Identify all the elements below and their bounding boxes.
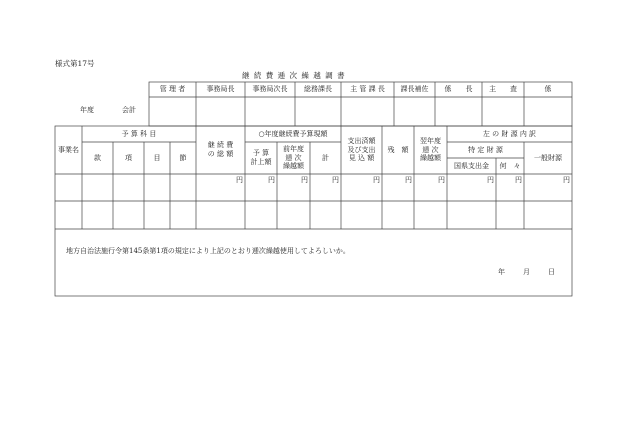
yen-unit: 円 xyxy=(438,175,445,184)
budgeted-header: 予 算 計上額 xyxy=(250,149,272,166)
stamp-slot-section-chief[interactable] xyxy=(341,97,394,126)
approval-header-section-chief: 主 管 課 長 xyxy=(350,85,385,94)
date-year-label: 年 xyxy=(498,268,505,276)
yen-unit: 円 xyxy=(236,175,243,184)
general-funds-header: 一般財源 xyxy=(534,153,562,162)
budget-col-moku: 目 xyxy=(153,153,161,162)
national-pref-header: 国県支出金 xyxy=(454,161,489,170)
balance-header: 残 額 xyxy=(387,145,409,154)
yen-unit: 円 xyxy=(332,175,339,184)
date-month-label: 月 xyxy=(523,268,530,276)
yen-unit: 円 xyxy=(487,175,494,184)
approval-header-manager: 管 理 者 xyxy=(159,85,186,94)
total-amount-header: 継 続 費 の 総 額 xyxy=(207,141,234,158)
stamp-slot-unit-chief[interactable] xyxy=(435,97,482,126)
yen-unit: 円 xyxy=(373,175,380,184)
stamp-slot-staff[interactable] xyxy=(524,97,572,126)
approval-header-staff: 係 xyxy=(544,85,552,94)
stamp-slot-general-affairs-chief[interactable] xyxy=(295,97,341,126)
other-header: 何 々 xyxy=(499,161,521,170)
sum-header: 計 xyxy=(322,153,329,162)
approval-header-deputy-secretary: 事務局次長 xyxy=(252,85,288,94)
budget-col-setsu: 節 xyxy=(179,153,187,162)
stamp-slot-assistant-chief[interactable] xyxy=(394,97,435,126)
next-carry-header: 翌年度 逓 次 繰越額 xyxy=(420,136,441,163)
yen-unit: 円 xyxy=(563,175,570,184)
approval-header-inspector: 主 査 xyxy=(489,85,517,94)
table-row[interactable] xyxy=(55,201,572,229)
document-title: 継 続 費 逓 次 繰 越 調 書 xyxy=(242,71,346,80)
yen-unit: 円 xyxy=(301,175,308,184)
year-label: 年度 xyxy=(80,106,94,114)
budget-subject-header: 予 算 科 目 xyxy=(121,129,157,138)
approval-header-unit-chief: 係 長 xyxy=(444,85,473,94)
approval-header-general-affairs-chief: 総務課長 xyxy=(304,85,332,94)
form-number: 様式第17号 xyxy=(55,59,95,68)
budget-col-kou: 項 xyxy=(125,153,132,162)
yen-unit: 円 xyxy=(515,175,522,184)
account-label: 会計 xyxy=(122,106,136,114)
budget-col-kan: 款 xyxy=(94,153,101,162)
year-budget-header: ○年度継続費予算現額 xyxy=(258,129,328,138)
stamp-slot-deputy-secretary[interactable] xyxy=(245,97,295,126)
expenditure-header: 支出済額 及び支出 見 込 額 xyxy=(347,136,376,163)
table-row[interactable] xyxy=(55,174,572,201)
approval-header-secretary-general: 事務局長 xyxy=(206,85,235,94)
carried-prev-header: 前年度 逓 次 繰越額 xyxy=(283,144,304,171)
date-day-label: 日 xyxy=(548,268,555,276)
funding-breakdown-header: 左 の 財 源 内 訳 xyxy=(482,129,537,138)
stamp-slot-manager[interactable] xyxy=(149,97,196,126)
yen-unit: 円 xyxy=(268,175,275,184)
yen-unit: 円 xyxy=(405,175,412,184)
approval-header-assistant-chief: 課長補佐 xyxy=(400,85,429,94)
stamp-slot-inspector[interactable] xyxy=(482,97,524,126)
stamp-slot-secretary-general[interactable] xyxy=(196,97,245,126)
approval-request-text: 地方自治法施行令第145条第1項の規定により上記のとおり逓次繰越使用してよろしいか。 xyxy=(66,247,350,255)
specific-funds-header: 特 定 財 源 xyxy=(468,145,503,154)
project-name-header: 事業名 xyxy=(58,145,79,154)
